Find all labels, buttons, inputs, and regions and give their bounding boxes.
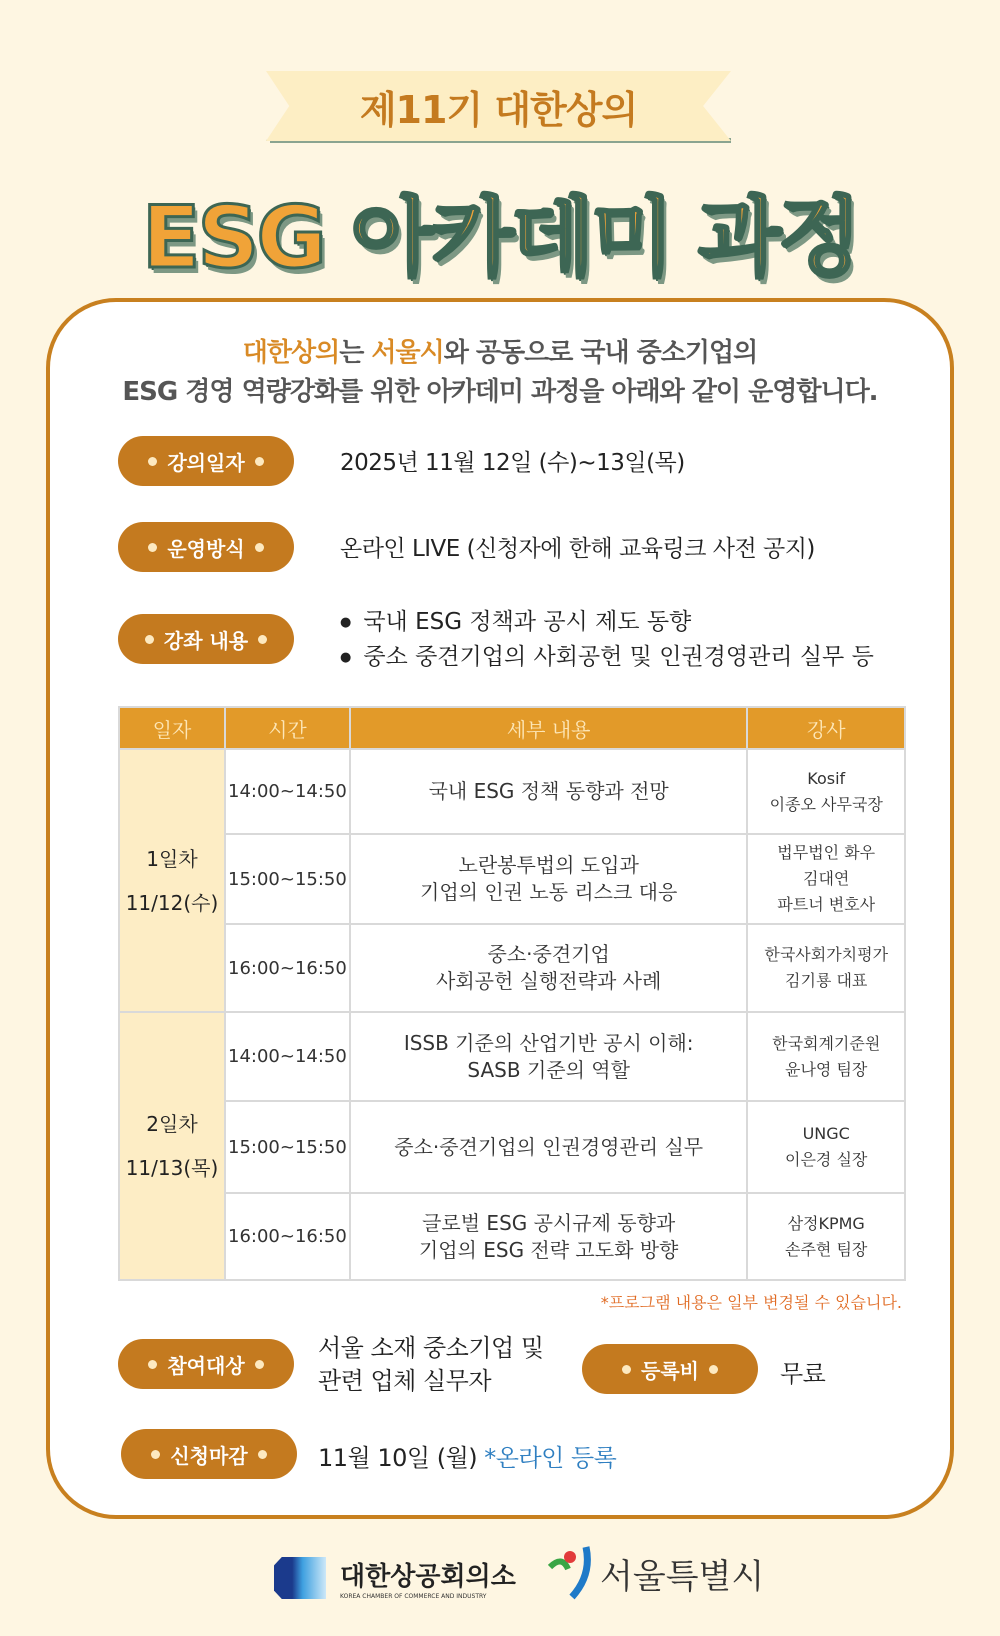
- date-value: 2025년 11월 12일 (수)~13일(목): [340, 450, 685, 476]
- online-registration-link[interactable]: *온라인 등록: [484, 1444, 617, 1472]
- dot-icon: [258, 1450, 267, 1459]
- text: 관련 업체 실무자: [318, 1367, 492, 1395]
- day-label: 2일차: [146, 1112, 198, 1136]
- lecturer-cell: [747, 1012, 905, 1101]
- label: 강좌 내용: [163, 628, 249, 653]
- dot-icon: [255, 1360, 264, 1369]
- lecturer-cell: [747, 1193, 905, 1280]
- dot-icon: [148, 543, 157, 552]
- dot-icon: [151, 1450, 160, 1459]
- content-cell: [350, 749, 748, 834]
- day-date: 11/13(목): [125, 1156, 219, 1180]
- content-label-pill: [118, 614, 294, 664]
- content-cell: [350, 1193, 748, 1280]
- dot-icon: [148, 457, 157, 466]
- lecturer-line: 이종오 사무국장: [769, 794, 883, 814]
- kcci-logo: [274, 1556, 516, 1600]
- header-time: 시간: [225, 707, 350, 749]
- list-item: ● 중소 중견기업의 사회공헌 및 인권경영관리 실무 등: [340, 640, 874, 675]
- date-label-pill: [118, 436, 294, 486]
- lecturer-line: 손주현 팀장: [785, 1239, 868, 1259]
- time-cell: 14:00~14:50: [225, 1012, 350, 1101]
- text: 는: [339, 338, 372, 368]
- lecturer-line: 파트너 변호사: [777, 895, 876, 914]
- label: 참여대상: [167, 1353, 245, 1378]
- header-lecturer: 강사: [747, 707, 905, 749]
- table-row: [119, 834, 905, 924]
- label: 운영방식: [167, 536, 245, 561]
- time-cell: 16:00~16:50: [225, 924, 350, 1012]
- content-line: ISSB 기준의 산업기반 공시 이해:: [403, 1030, 694, 1055]
- target-value: [318, 1332, 544, 1398]
- seoul-symbol-icon: [548, 1545, 594, 1601]
- lecturer-cell: [747, 834, 905, 924]
- time-cell: 15:00~15:50: [225, 834, 350, 924]
- table-row: [119, 1193, 905, 1280]
- seoul-logo: [548, 1545, 764, 1601]
- intro-line-2: ESG 경영 역량강화를 위한 아카데미 과정을 아래와 같이 운영합니다.: [122, 377, 878, 407]
- dot-icon: [255, 543, 264, 552]
- highlight: 서울시: [371, 338, 444, 368]
- content-line: SASB 기준의 역할: [467, 1057, 630, 1082]
- lecturer-line: UNGC: [802, 1124, 850, 1143]
- method-value: 온라인 LIVE (신청자에 한해 교육링크 사전 공지): [340, 536, 815, 562]
- dot-icon: [709, 1365, 718, 1374]
- lecturer-line: Kosif: [807, 768, 846, 788]
- deadline-value: [318, 1438, 616, 1473]
- content-line: 기업의 ESG 전략 고도화 방향: [418, 1237, 679, 1262]
- content-cell: [350, 1012, 748, 1101]
- label: 등록비: [641, 1358, 699, 1383]
- text: 11월 10일 (월): [318, 1444, 478, 1472]
- table-row: [119, 1101, 905, 1193]
- content-line: 국내 ESG 정책 동향과 전망: [428, 779, 669, 803]
- lecturer-line: 김대연: [803, 869, 850, 888]
- content-line: 노란봉투법의 도입과: [458, 853, 639, 877]
- subtitle: 제11기 대한상의: [359, 87, 638, 132]
- content-line: 글로벌 ESG 공시규제 동향과: [422, 1210, 676, 1235]
- lecturer-line: 법무법인 화우: [777, 843, 876, 862]
- schedule-table: [118, 706, 906, 1281]
- fee-value: 무료: [780, 1360, 826, 1388]
- header-content: 세부 내용: [350, 707, 748, 749]
- lecturer-line: 김기룡 대표: [785, 971, 868, 990]
- lecturer-cell: [747, 1101, 905, 1193]
- day-label: 1일차: [146, 846, 198, 871]
- deadline-label-pill: [121, 1429, 297, 1479]
- intro-line-1: [46, 332, 954, 369]
- list-item: ● 국내 ESG 정책과 공시 제도 동향: [340, 605, 874, 640]
- text: 서울 소재 중소기업 및: [318, 1334, 544, 1362]
- logo-text: 대한상공회의소: [340, 1562, 516, 1592]
- logo-subtext: KOREA CHAMBER OF COMMERCE AND INDUSTRY: [340, 1593, 487, 1600]
- content-line: 사회공헌 실행전략과 사례: [436, 969, 662, 993]
- time-cell: 16:00~16:50: [225, 1193, 350, 1280]
- content-list: [340, 605, 874, 675]
- gear-icon: [274, 1557, 326, 1599]
- day-date: 11/12(수): [125, 890, 219, 915]
- page-title: ESG 아카데미 과정: [141, 188, 859, 288]
- content-cell: [350, 924, 748, 1012]
- text: 와 공동으로 국내 중소기업의: [443, 338, 758, 368]
- table-row: [119, 749, 905, 834]
- lecturer-line: 한국사회가치평가: [764, 945, 889, 964]
- dot-icon: [148, 1360, 157, 1369]
- lecturer-line: 이은경 실장: [785, 1150, 868, 1169]
- lecturer-line: 한국회계기준원: [772, 1033, 881, 1053]
- lecturer-cell: [747, 924, 905, 1012]
- table-row: [119, 1012, 905, 1101]
- content-cell: [350, 834, 748, 924]
- dot-icon: [145, 635, 154, 644]
- day-cell: [119, 749, 225, 1012]
- lecturer-line: 삼정KPMG: [787, 1213, 865, 1233]
- content-line: 중소·중견기업의 인권경영관리 실무: [394, 1134, 704, 1159]
- method-label-pill: [118, 522, 294, 572]
- day-cell: [119, 1012, 225, 1280]
- header-date: 일자: [119, 707, 225, 749]
- target-label-pill: [118, 1339, 294, 1389]
- change-notice: *프로그램 내용은 일부 변경될 수 있습니다.: [600, 1293, 902, 1312]
- table-row: [119, 924, 905, 1012]
- label: 강의일자: [167, 450, 245, 475]
- content-line: 기업의 인권 노동 리스크 대응: [420, 880, 678, 904]
- time-cell: 15:00~15:50: [225, 1101, 350, 1193]
- highlight: 대한상의: [242, 338, 340, 368]
- dot-icon: [622, 1365, 631, 1374]
- lecturer-cell: [747, 749, 905, 834]
- content-cell: [350, 1101, 748, 1193]
- fee-label-pill: [582, 1344, 758, 1394]
- label: 신청마감: [170, 1443, 248, 1468]
- time-cell: 14:00~14:50: [225, 749, 350, 834]
- dot-icon: [258, 635, 267, 644]
- content-line: 중소·중견기업: [487, 942, 610, 966]
- dot-icon: [255, 457, 264, 466]
- lecturer-line: 윤나영 팀장: [785, 1059, 868, 1079]
- logo-text: 서울특별시: [600, 1556, 765, 1597]
